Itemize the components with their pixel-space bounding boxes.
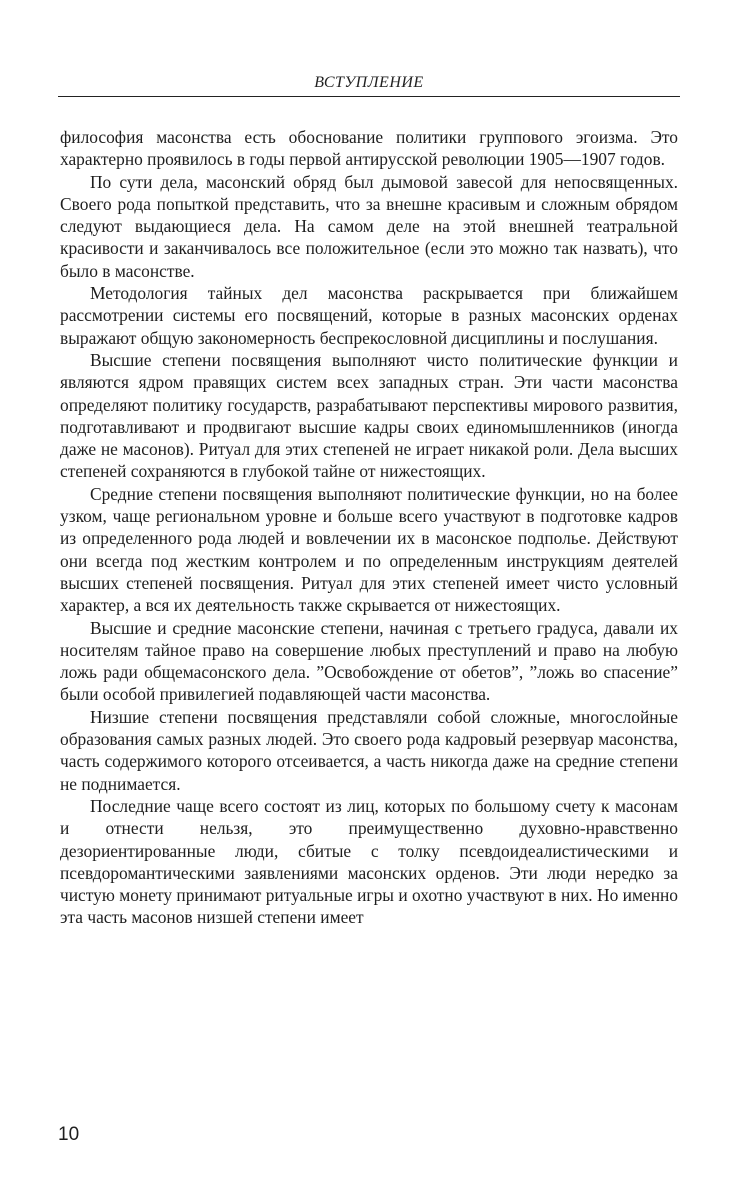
paragraph: философия масонства есть обоснование политики группового эгоизма. Это характерно проявилось в годы первой антирусской революции 1905—1907 годов. [60,127,678,170]
page-number: 10 [58,1124,80,1145]
paragraph: Последние чаще всего состоят из лиц, которых по большому счету к масонам и отнести нельзя, это преимущественно духовно-нравственно дезориентированные люди, сбитые с толку псевдоидеалистическими и псевдоромантическими заявлениями масонских орденов. Эти люди нередко за чистую монету принимают ритуальные игры и охотно участвуют в них. Но именно эта часть масонов низшей степени имеет [60,795,678,928]
header-rule [58,96,680,97]
running-header: ВСТУПЛЕНИЕ [314,74,424,91]
paragraph: Высшие степени посвящения выполняют чисто политические функции и являются ядром правящих систем всех западных стран. Эти части масонства определяют политику государств, разрабатывают перспективы мирового развития, подготавливают и продвигают высшие кадры своих единомышленников (иногда даже не масонов). Ритуал для этих степеней не играет никакой роли. Дела высших степеней сохраняются в глубокой тайне от нижестоящих. [60,349,678,482]
paragraph: По сути дела, масонский обряд был дымовой завесой для непосвященных. Своего рода попыткой представить, что за внешне красивым и сложным обрядом следуют выдающиеся дела. На самом деле на этой внешней театральной красивости и заканчивалось все положительное (если это можно так назвать), что было в масонстве. [60,171,678,281]
paragraph: Методология тайных дел масонства раскрывается при ближайшем рассмотрении системы его посвящений, которые в разных масонских орденах выражают общую закономерность беспрекословной дисциплины и послушания. [60,283,678,348]
paragraph: Низшие степени посвящения представляли собой сложные, многослойные образования самых разных людей. Это своего рода кадровый резервуар масонства, часть содержимого которого отсеивается, а часть никогда даже на средние степени не поднимается. [60,706,678,794]
body-text [60,126,678,929]
paragraph: Средние степени посвящения выполняют политические функции, но на более узком, чаще региональном уровне и больше всего участвуют в подготовке кадров из определенного рода людей и вовлечении их в масонское подполье. Действуют они всегда под жестким контролем и по определенным инструкциям деятелей высших степеней посвящения. Ритуал для этих степеней имеет чисто условный характер, а вся их деятельность также скрывается от нижестоящих. [60,483,678,616]
paragraph: Высшие и средние масонские степени, начиная с третьего градуса, давали их носителям тайное право на совершение любых преступлений и право на любую ложь ради общемасонского дела. ”Освобождение от обетов”, ”ложь во спасение” были особой привилегией подавляющей части масонства. [60,617,678,705]
